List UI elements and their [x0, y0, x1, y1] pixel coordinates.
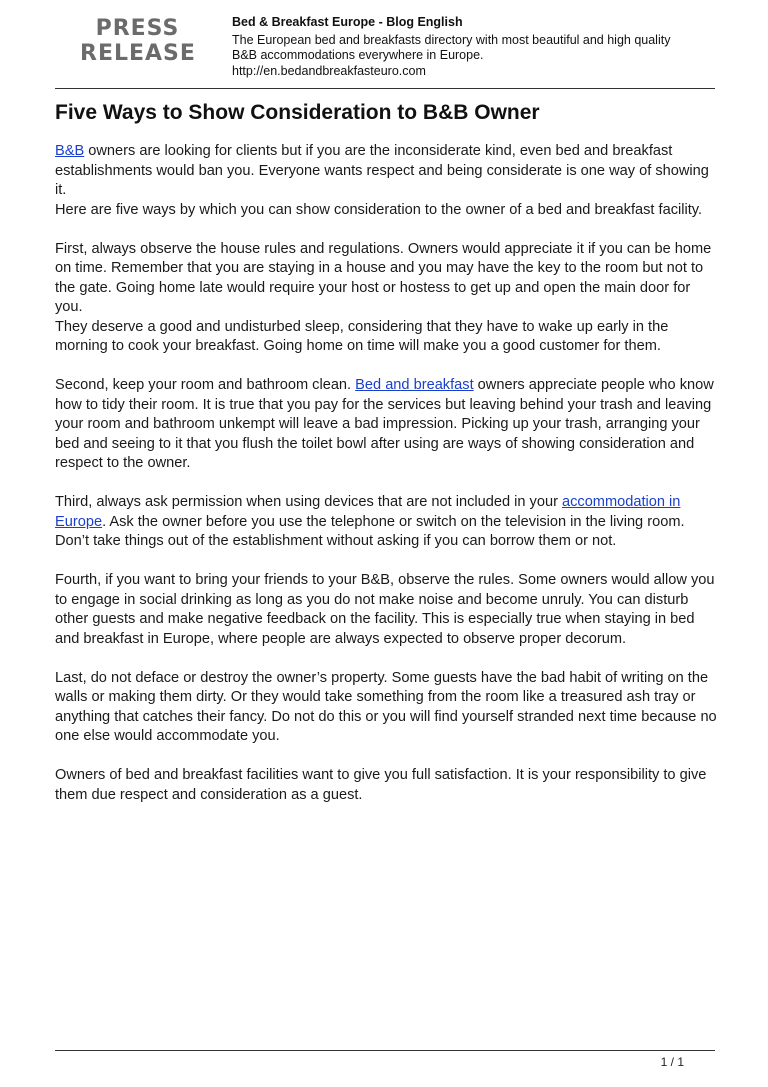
- paragraph-second-way: [55, 376, 717, 474]
- paragraph-fourth-way: Fourth, if you want to bring your friends to your B&B, observe the rules. Some owners would allow you to engage in social drinking as long as you do not make noise and become unruly. You can disturb other guests and make negative feedback on the facility. This is especially true when staying in bed and breakfast in Europe, where people are always expected to observe proper decorum.: [55, 572, 715, 647]
- paragraph-conclusion: Owners of bed and breakfast facilities want to give you full satisfaction. It is your responsibility to give them due respect and consideration as a guest.: [55, 767, 707, 803]
- paragraph-second-way-after: owners appreciate people who know how to tidy their room. It is true that you pay for the services but leaving behind your trash and leaving your room and bathroom unkempt will leave a bad impression. Picking up your trash, arranging your bed and seeing to it that you flush the toilet bowl after using are ways of showing consideration and respect to the owner.: [55, 377, 714, 471]
- paragraph-first-way-text2: They deserve a good and undisturbed sleep, considering that they have to wake up early in the morning to cook your breakfast. Going home on time will make you a good customer for them.: [55, 318, 669, 354]
- footer-divider: [55, 1050, 715, 1051]
- paragraph-intro-text: owners are looking for clients but if you are the inconsiderate kind, even bed and breakfast establishments would ban you. Everyone wants respect and being considerate is one way of showing it.: [55, 143, 709, 198]
- paragraph-first-way-text: First, always observe the house rules and regulations. Owners would appreciate it if you can be home on time. Remember that you are staying in a house and you may have the key to the room but not to the gate. Going home late would require your host or hostess to get up and open the main door for you.: [55, 240, 712, 315]
- article-body: [55, 100, 717, 825]
- press-release-logo: [80, 16, 195, 66]
- page-header: [0, 0, 768, 90]
- link-bed-and-breakfast[interactable]: Bed and breakfast: [355, 377, 474, 393]
- site-description-line1: The European bed and breakfasts directory with most beautiful and high quality: [232, 32, 671, 47]
- site-title: Bed & Breakfast Europe - Blog English: [232, 15, 463, 29]
- paragraph-third-way-before: Third, always ask permission when using devices that are not included in your: [55, 494, 562, 510]
- site-description-line2: B&B accommodations everywhere in Europe.: [232, 48, 484, 62]
- header-divider: [55, 88, 715, 89]
- paragraph-fifth-way: Last, do not deface or destroy the owner’s property. Some guests have the bad habit of writing on the walls or making them dirty. Or they would take something from the room like a treasured ash tray or anything that catches their fancy. Do not do this or you will find yourself stranded next time because no one else would accommodate you.: [55, 669, 717, 744]
- paragraph-intro-text2: Here are five ways by which you can show consideration to the owner of a bed and breakfast facility.: [55, 201, 703, 218]
- article-title: Five Ways to Show Consideration to B&B Owner: [55, 101, 540, 124]
- site-info: [232, 15, 732, 79]
- link-bnb[interactable]: B&B: [55, 143, 85, 159]
- site-url: http://en.bedandbreakfasteuro.com: [232, 63, 426, 78]
- paragraph-first-way: [55, 240, 717, 357]
- logo-line-release: RELEASE: [80, 41, 196, 66]
- page-number: 1 / 1: [660, 1055, 684, 1069]
- paragraph-third-way-after: . Ask the owner before you use the telephone or switch on the television in the living room. Don’t take things out of the establishment without asking if you can borrow them or not.: [55, 513, 685, 549]
- paragraph-second-way-before: Second, keep your room and bathroom clean.: [55, 377, 356, 393]
- link-accommodation-in-europe[interactable]: accommodation in Europe: [55, 494, 681, 530]
- paragraph-intro: [55, 142, 717, 220]
- logo-line-press: PRESS: [95, 16, 180, 41]
- paragraph-third-way: [55, 493, 717, 552]
